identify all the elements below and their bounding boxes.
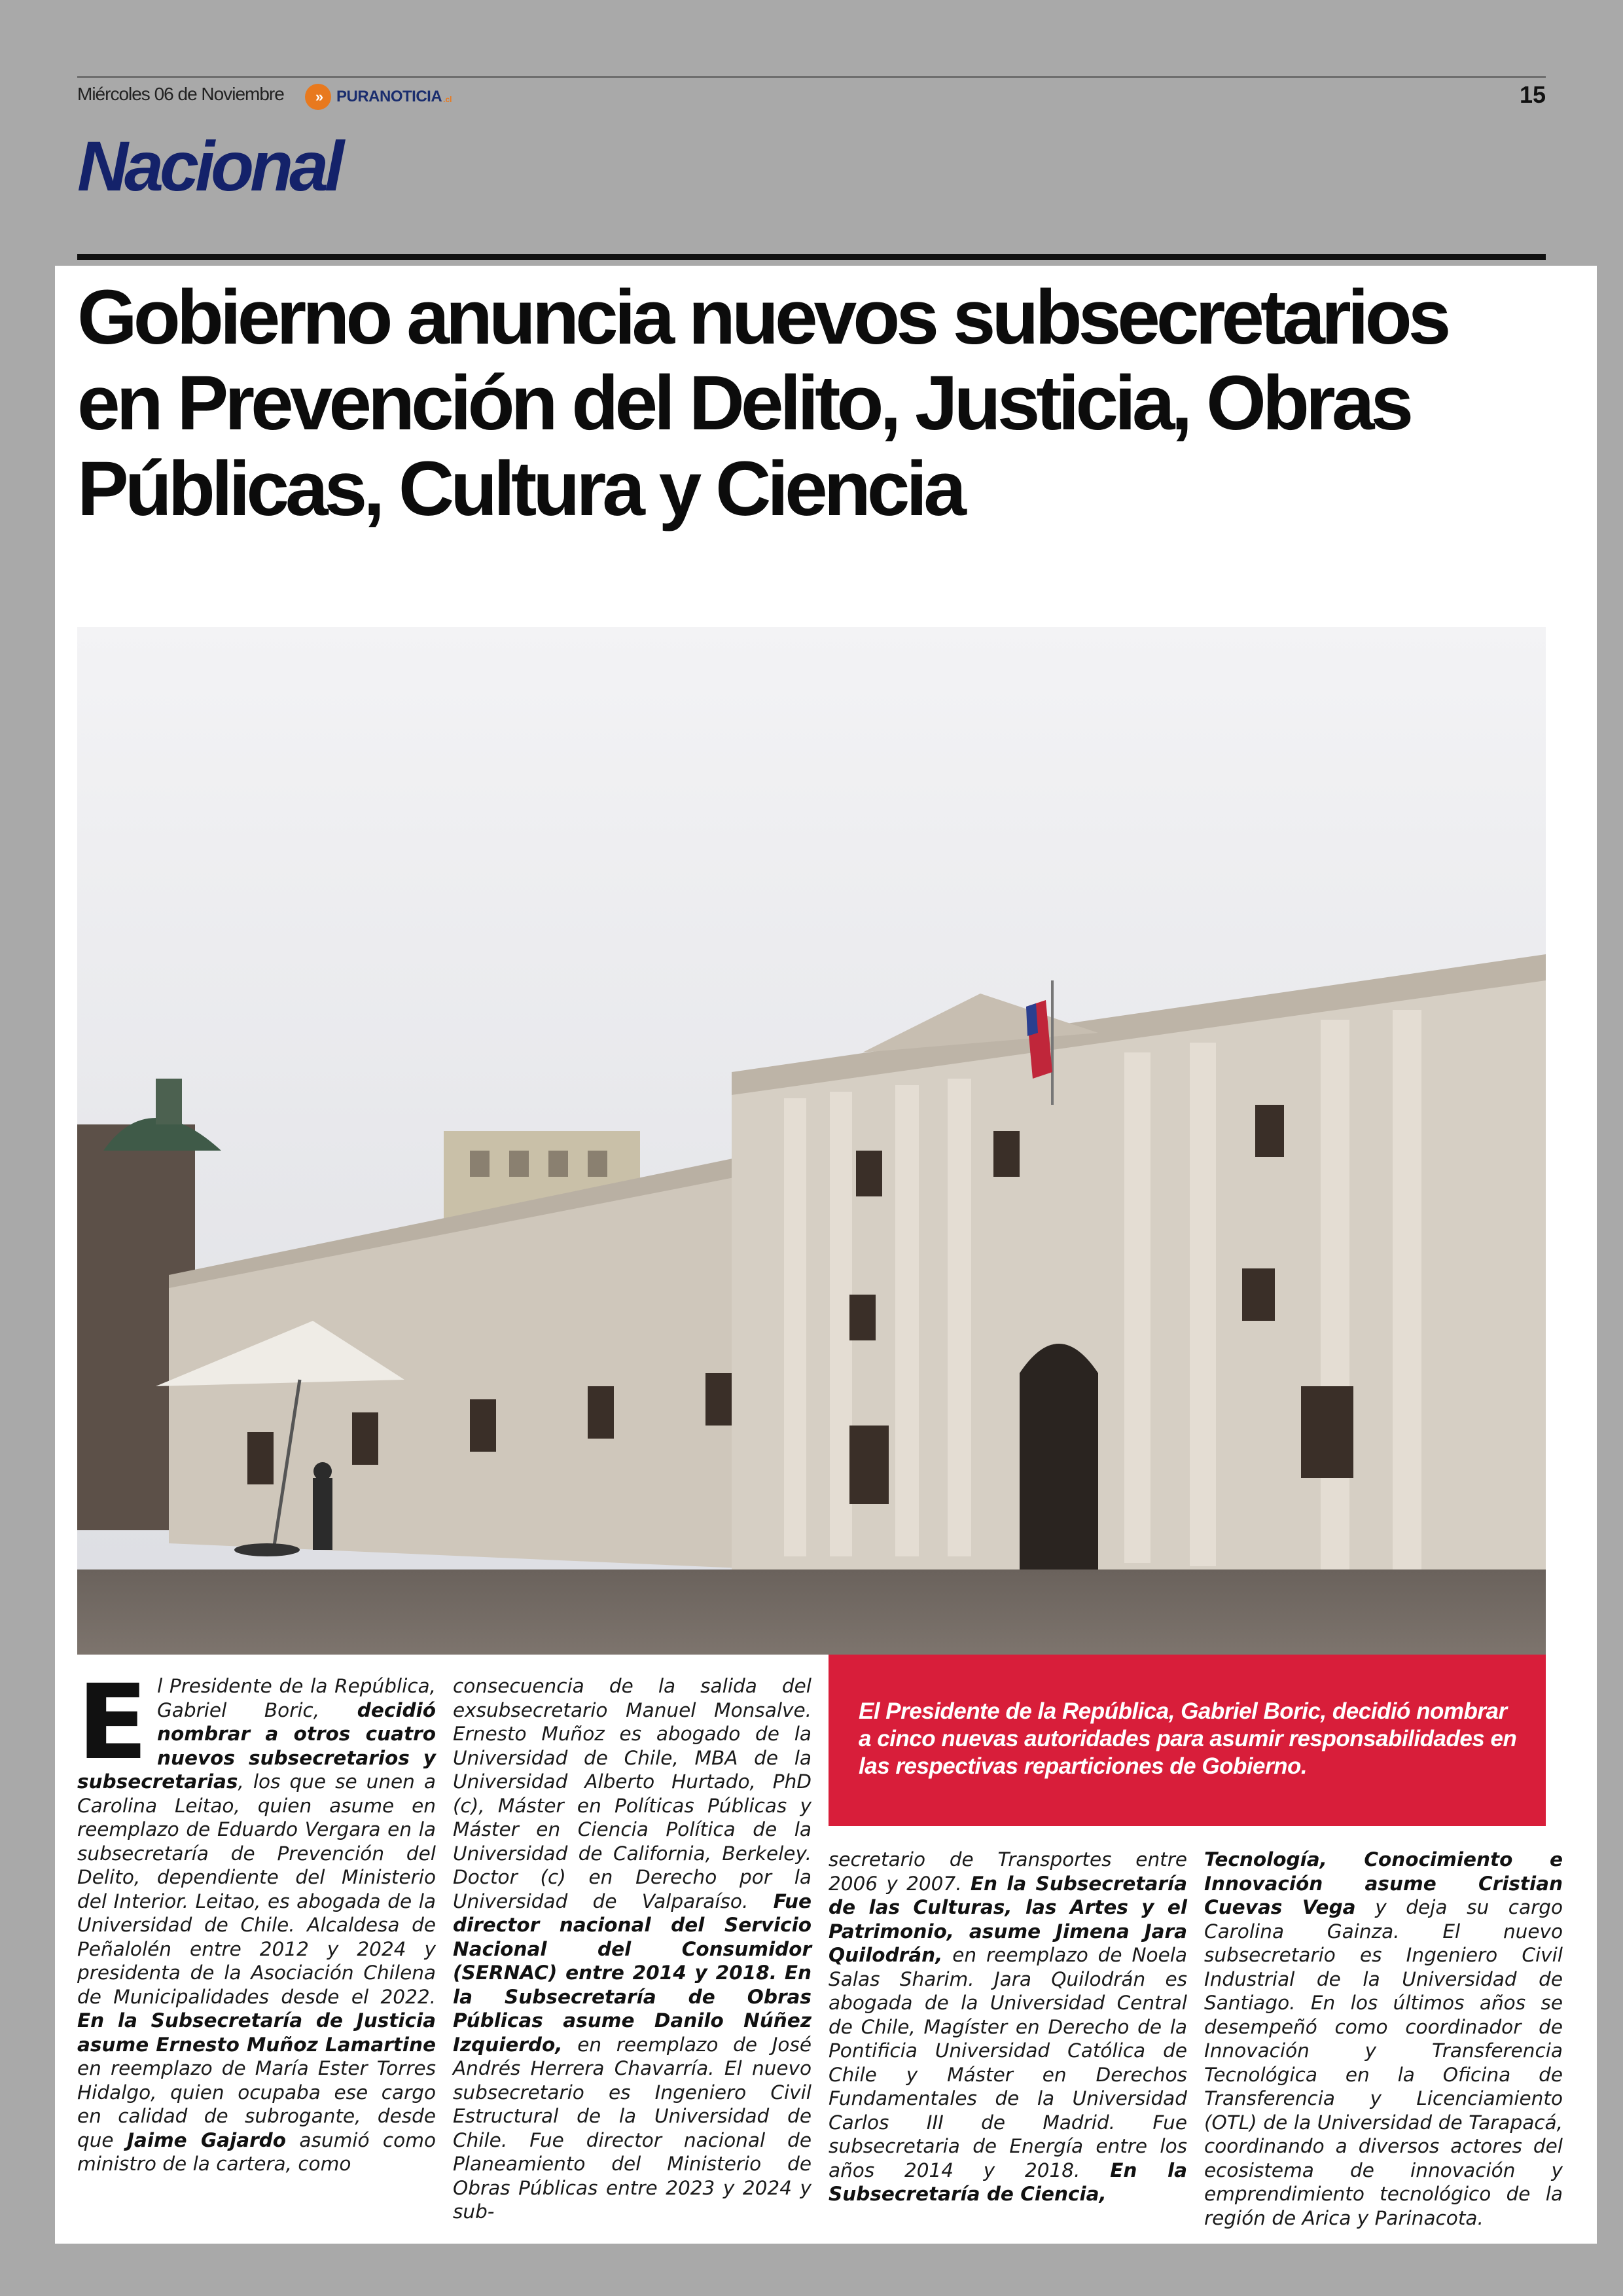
logo-chevron-icon: » <box>305 84 331 110</box>
article-column-4 <box>1204 1848 1563 2230</box>
article-headline: Gobierno anuncia nuevos subsecretarios en Prevención del Delito, Justicia, Obras Públicas, Cultura y Ciencia <box>77 274 1448 532</box>
article-column-3 <box>829 1848 1187 2206</box>
logo-text: PURANOTICIA <box>336 88 442 105</box>
col3-text <box>829 1848 1187 2206</box>
col1-run: , los que se unen a Carolina Leitao, quien asume en reemplazo de Eduardo Vergara en la subsecretaría de Prevención del Delito, dependiente del Ministerio del Interior. Leitao, es abogada de la Universidad de Chile. Alcaldesa de Peñalolén entre 2012 y 2024 y presidenta de la Asociación Chilena de Municipalidades desde el 2022. <box>77 1770 436 2008</box>
col2-run: Fue director nacional del Servicio Nacional del Consumidor (SERNAC) entre 2014 y 2018. <box>453 1890 812 1984</box>
article-photo <box>77 627 1546 1655</box>
col1-run: decidió nombrar a otros cuatro nuevos subsecretarios y subsecretarias <box>77 1698 436 1793</box>
article-column-1 <box>77 1662 436 2176</box>
col3-run: En la Subsecretaría de las Culturas, las Artes y el Patrimonio, asume Jimena Jara Quilodrán, <box>829 1872 1187 1966</box>
section-title: Nacional <box>77 126 341 206</box>
col1-run: Jaime Gajardo <box>126 2128 287 2151</box>
col2-text <box>453 1674 812 2224</box>
callout-box <box>829 1655 1546 1826</box>
col3-run: secretario de Transportes entre 2006 y 2007. <box>829 1848 1187 1895</box>
drop-cap: E <box>77 1662 148 1783</box>
col4-text <box>1204 1848 1563 2230</box>
col3-run: En la Subsecretaría de Ciencia, <box>829 2159 1188 2205</box>
col4-run: Tecnología, Conocimiento e Innovación asume Cristian Cuevas Vega <box>1204 1848 1563 1918</box>
col2-run <box>777 1962 785 1984</box>
col1-run: l Presidente de la República, Gabriel Boric, <box>156 1675 436 1721</box>
la-moneda-photo <box>77 627 1546 1655</box>
page-number: 15 <box>1519 81 1546 108</box>
col2-run: En la Subsecretaría de Obras Públicas asume Danilo Núñez Izquierdo, <box>453 1962 812 2056</box>
col2-run: consecuencia de la salida del exsubsecretario Manuel Monsalve. Ernesto Muñoz es abogado de la Universidad de Chile, MBA de la Universidad Alberto Hurtado, PhD (c), Máster en Políticas Públicas y Máster en Ciencia Política de la Universidad de California, Berkeley. Doctor (c) en Derecho por la Universidad de Valparaíso. <box>453 1675 812 1912</box>
col4-run: y deja su cargo Carolina Gainza. El nuevo subsecretario es Ingeniero Civil Industrial de la Universidad de Santiago. En los últimos años se desempeñó como coordinador de Innovación y Transferencia Tecnológica en la Oficina de Transferencia y Licenciamiento (OTL) de la Universidad de Tarapacá, coordinando a diversos actores del ecosistema de innovación y emprendimiento tecnológico de la región de Arica y Parinacota. <box>1204 1896 1563 2229</box>
callout-text: El Presidente de la República, Gabriel Boric, decidió nombrar a cinco nuevas autoridades para asumir responsabilidades en las respectivas reparticiones de Gobierno. <box>859 1698 1517 1779</box>
col1-run: asumió como ministro de la cartera, como <box>77 2128 436 2175</box>
header-top-rule <box>77 76 1546 78</box>
section-rule <box>77 254 1546 260</box>
issue-date: Miércoles 06 de Noviembre <box>77 84 284 104</box>
col1-run: En la Subsecretaría de Justicia asume Ernesto Muñoz Lamartine <box>77 2009 436 2056</box>
article-column-2 <box>453 1674 812 2224</box>
col1-run: en reemplazo de María Ester Torres Hidalgo, quien ocupaba ese cargo en calidad de subrogante, desde que <box>77 2057 436 2151</box>
puranoticia-logo[interactable] <box>305 84 452 110</box>
col2-run: en reemplazo de José Andrés Herrera Chavarría. El nuevo subsecretario es Ingeniero Civil Estructural de la Universidad de Chile. Fue director nacional de Planeamiento del Ministerio de Obras Públicas entre 2023 y 2024 y sub- <box>453 2033 812 2223</box>
col3-run: en reemplazo de Noela Salas Sharim. Jara Quilodrán es abogada de la Universidad Central de Chile, Magíster en Derecho de la Pontificia Universidad Católica de Chile y Máster en Derechos Fundamentales de la Universidad Carlos III de Madrid. Fue subsecretaria de Energía entre los años 2014 y 2018. <box>829 1944 1187 2181</box>
logo-suffix: .cl <box>443 95 452 104</box>
